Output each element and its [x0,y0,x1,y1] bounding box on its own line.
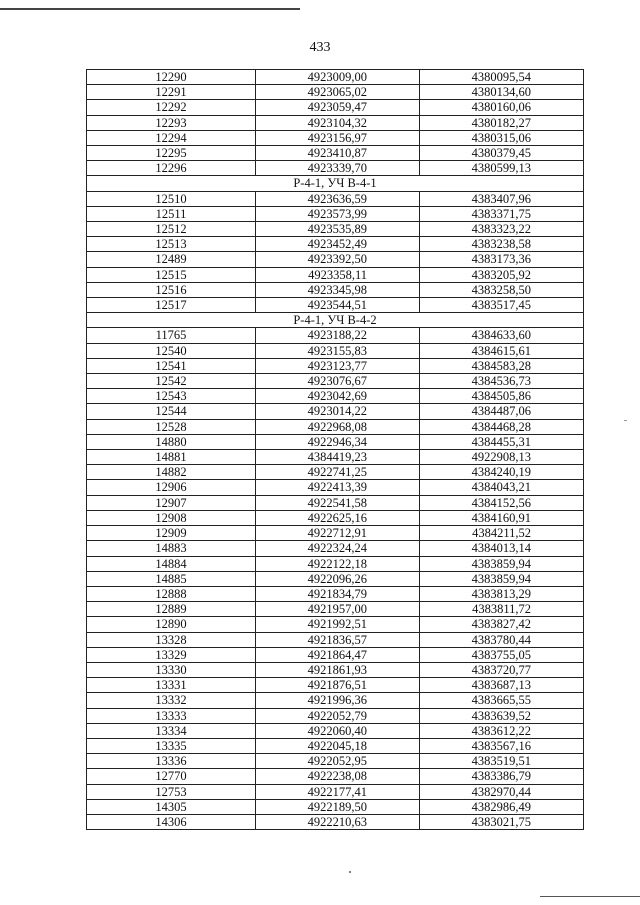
x-coordinate-cell: 4923573,99 [256,206,420,221]
x-coordinate-cell: 4922968,08 [256,419,420,434]
y-coordinate-cell: 4383205,92 [420,267,584,282]
x-coordinate-cell: 4923009,00 [256,70,420,85]
table-row [87,70,584,85]
y-coordinate-cell: 4383258,50 [420,282,584,297]
y-coordinate-cell: 4383173,36 [420,252,584,267]
y-coordinate-cell: 4383811,72 [420,602,584,617]
x-coordinate-cell: 4923410,87 [256,146,420,161]
y-coordinate-cell: 4383755,05 [420,647,584,662]
y-coordinate-cell: 4380315,06 [420,130,584,145]
table-row [87,282,584,297]
x-coordinate-cell: 4922210,63 [256,814,420,829]
y-coordinate-cell: 4383665,55 [420,693,584,708]
y-coordinate-cell: 4384160,91 [420,510,584,525]
point-id-cell: 12489 [87,252,256,267]
coordinates-table [86,69,584,830]
point-id-cell: 12543 [87,389,256,404]
x-coordinate-cell: 4922096,26 [256,571,420,586]
y-coordinate-cell: 4383687,13 [420,678,584,693]
table-row [87,526,584,541]
point-id-cell: 13330 [87,662,256,677]
y-coordinate-cell: 4384211,52 [420,526,584,541]
y-coordinate-cell: 4383323,22 [420,222,584,237]
point-id-cell: 13331 [87,678,256,693]
point-id-cell: 13333 [87,708,256,723]
x-coordinate-cell: 4922946,34 [256,434,420,449]
y-coordinate-cell: 4383386,79 [420,769,584,784]
y-coordinate-cell: 4383639,52 [420,708,584,723]
x-coordinate-cell: 4922189,50 [256,799,420,814]
y-coordinate-cell: 4384633,60 [420,328,584,343]
y-coordinate-cell: 4384240,19 [420,465,584,480]
y-coordinate-cell: 4383612,22 [420,723,584,738]
x-coordinate-cell: 4923065,02 [256,85,420,100]
y-coordinate-cell: 4384468,28 [420,419,584,434]
y-coordinate-cell: 4384487,06 [420,404,584,419]
table-row [87,85,584,100]
y-coordinate-cell: 4383567,16 [420,738,584,753]
x-coordinate-cell: 4923636,59 [256,191,420,206]
table-row [87,799,584,814]
table-row [87,708,584,723]
bottom-rule [540,896,640,897]
top-rule [0,8,300,10]
table-row [87,298,584,313]
x-coordinate-cell: 4922741,25 [256,465,420,480]
table-row [87,404,584,419]
table-row [87,450,584,465]
table-row [87,222,584,237]
y-coordinate-cell: 4384013,14 [420,541,584,556]
y-coordinate-cell: 4383519,51 [420,754,584,769]
y-coordinate-cell: 4383859,94 [420,571,584,586]
scan-mark [624,420,627,421]
point-id-cell: 12513 [87,237,256,252]
y-coordinate-cell: 4383780,44 [420,632,584,647]
point-id-cell: 13334 [87,723,256,738]
point-id-cell: 12889 [87,602,256,617]
point-id-cell: 12888 [87,586,256,601]
y-coordinate-cell: 4383813,29 [420,586,584,601]
table-row [87,374,584,389]
y-coordinate-cell: 4380134,60 [420,85,584,100]
table-row [87,754,584,769]
table-row [87,586,584,601]
y-coordinate-cell: 4383407,96 [420,191,584,206]
x-coordinate-cell: 4923535,89 [256,222,420,237]
table-row [87,465,584,480]
point-id-cell: 13332 [87,693,256,708]
point-id-cell: 12511 [87,206,256,221]
table-row [87,161,584,176]
section-header-row [87,176,584,191]
table-row [87,206,584,221]
x-coordinate-cell: 4923544,51 [256,298,420,313]
table-row [87,784,584,799]
table-row [87,647,584,662]
x-coordinate-cell: 4922324,24 [256,541,420,556]
x-coordinate-cell: 4923452,49 [256,237,420,252]
x-coordinate-cell: 4922052,79 [256,708,420,723]
point-id-cell: 12540 [87,343,256,358]
y-coordinate-cell: 4383720,77 [420,662,584,677]
x-coordinate-cell: 4922541,58 [256,495,420,510]
x-coordinate-cell: 4923188,22 [256,328,420,343]
y-coordinate-cell: 4384043,21 [420,480,584,495]
x-coordinate-cell: 4922060,40 [256,723,420,738]
table-row [87,693,584,708]
table-row [87,541,584,556]
coordinates-table-body [87,70,584,830]
table-row [87,814,584,829]
table-row [87,100,584,115]
point-id-cell: 14880 [87,434,256,449]
y-coordinate-cell: 4384583,28 [420,358,584,373]
table-row [87,419,584,434]
x-coordinate-cell: 4923014,22 [256,404,420,419]
point-id-cell: 12292 [87,100,256,115]
x-coordinate-cell: 4923042,69 [256,389,420,404]
table-row [87,146,584,161]
y-coordinate-cell: 4384536,73 [420,374,584,389]
table-row [87,389,584,404]
y-coordinate-cell: 4383021,75 [420,814,584,829]
x-coordinate-cell: 4922238,08 [256,769,420,784]
table-row [87,738,584,753]
y-coordinate-cell: 4922908,13 [420,450,584,465]
section-header-row [87,313,584,328]
point-id-cell: 12516 [87,282,256,297]
y-coordinate-cell: 4383238,58 [420,237,584,252]
point-id-cell: 14883 [87,541,256,556]
point-id-cell: 12510 [87,191,256,206]
x-coordinate-cell: 4923339,70 [256,161,420,176]
point-id-cell: 13329 [87,647,256,662]
page-number: 433 [309,40,331,55]
x-coordinate-cell: 4921836,57 [256,632,420,647]
point-id-cell: 14884 [87,556,256,571]
x-coordinate-cell: 4922712,91 [256,526,420,541]
point-id-cell: 12293 [87,115,256,130]
x-coordinate-cell: 4923345,98 [256,282,420,297]
y-coordinate-cell: 4382970,44 [420,784,584,799]
point-id-cell: 12908 [87,510,256,525]
table-row [87,723,584,738]
x-coordinate-cell: 4923123,77 [256,358,420,373]
point-id-cell: 12907 [87,495,256,510]
x-coordinate-cell: 4922625,16 [256,510,420,525]
point-id-cell: 14882 [87,465,256,480]
table-row [87,632,584,647]
table-row [87,480,584,495]
table-row [87,556,584,571]
point-id-cell: 13335 [87,738,256,753]
x-coordinate-cell: 4923358,11 [256,267,420,282]
point-id-cell: 12541 [87,358,256,373]
y-coordinate-cell: 4384615,61 [420,343,584,358]
table-row [87,252,584,267]
x-coordinate-cell: 4922122,18 [256,556,420,571]
table-row [87,130,584,145]
point-id-cell: 12290 [87,70,256,85]
point-id-cell: 12906 [87,480,256,495]
x-coordinate-cell: 4921876,51 [256,678,420,693]
x-coordinate-cell: 4921957,00 [256,602,420,617]
table-row [87,191,584,206]
point-id-cell: 12753 [87,784,256,799]
table-row [87,769,584,784]
table-row [87,495,584,510]
x-coordinate-cell: 4921834,79 [256,586,420,601]
x-coordinate-cell: 4921864,47 [256,647,420,662]
y-coordinate-cell: 4380379,45 [420,146,584,161]
table-row [87,602,584,617]
table-row [87,510,584,525]
y-coordinate-cell: 4380599,13 [420,161,584,176]
section-label: Р-4-1, УЧ В-4-1 [87,176,584,191]
point-id-cell: 12295 [87,146,256,161]
point-id-cell: 12296 [87,161,256,176]
table-row [87,115,584,130]
point-id-cell: 13328 [87,632,256,647]
point-id-cell: 12909 [87,526,256,541]
y-coordinate-cell: 4380160,06 [420,100,584,115]
point-id-cell: 14885 [87,571,256,586]
point-id-cell: 14881 [87,450,256,465]
table-row [87,662,584,677]
table-row [87,571,584,586]
point-id-cell: 11765 [87,328,256,343]
y-coordinate-cell: 4383517,45 [420,298,584,313]
point-id-cell: 14306 [87,814,256,829]
x-coordinate-cell: 4923104,32 [256,115,420,130]
x-coordinate-cell: 4922413,39 [256,480,420,495]
y-coordinate-cell: 4384455,31 [420,434,584,449]
y-coordinate-cell: 4382986,49 [420,799,584,814]
table-row [87,358,584,373]
y-coordinate-cell: 4384505,86 [420,389,584,404]
x-coordinate-cell: 4923156,97 [256,130,420,145]
scan-speck [349,871,351,873]
point-id-cell: 12544 [87,404,256,419]
point-id-cell: 13336 [87,754,256,769]
x-coordinate-cell: 4921992,51 [256,617,420,632]
point-id-cell: 12517 [87,298,256,313]
y-coordinate-cell: 4383371,75 [420,206,584,221]
table-row [87,617,584,632]
x-coordinate-cell: 4921996,36 [256,693,420,708]
table-row [87,328,584,343]
x-coordinate-cell: 4923155,83 [256,343,420,358]
table-row [87,343,584,358]
point-id-cell: 12512 [87,222,256,237]
y-coordinate-cell: 4380095,54 [420,70,584,85]
table-row [87,678,584,693]
table-row [87,434,584,449]
point-id-cell: 14305 [87,799,256,814]
table-row [87,267,584,282]
y-coordinate-cell: 4383859,94 [420,556,584,571]
x-coordinate-cell: 4384419,23 [256,450,420,465]
point-id-cell: 12890 [87,617,256,632]
section-label: Р-4-1, УЧ В-4-2 [87,313,584,328]
point-id-cell: 12291 [87,85,256,100]
point-id-cell: 12542 [87,374,256,389]
point-id-cell: 12770 [87,769,256,784]
x-coordinate-cell: 4922052,95 [256,754,420,769]
point-id-cell: 12294 [87,130,256,145]
table-row [87,237,584,252]
x-coordinate-cell: 4921861,93 [256,662,420,677]
point-id-cell: 12515 [87,267,256,282]
x-coordinate-cell: 4922177,41 [256,784,420,799]
point-id-cell: 12528 [87,419,256,434]
y-coordinate-cell: 4384152,56 [420,495,584,510]
x-coordinate-cell: 4923076,67 [256,374,420,389]
x-coordinate-cell: 4923059,47 [256,100,420,115]
x-coordinate-cell: 4923392,50 [256,252,420,267]
y-coordinate-cell: 4380182,27 [420,115,584,130]
y-coordinate-cell: 4383827,42 [420,617,584,632]
x-coordinate-cell: 4922045,18 [256,738,420,753]
